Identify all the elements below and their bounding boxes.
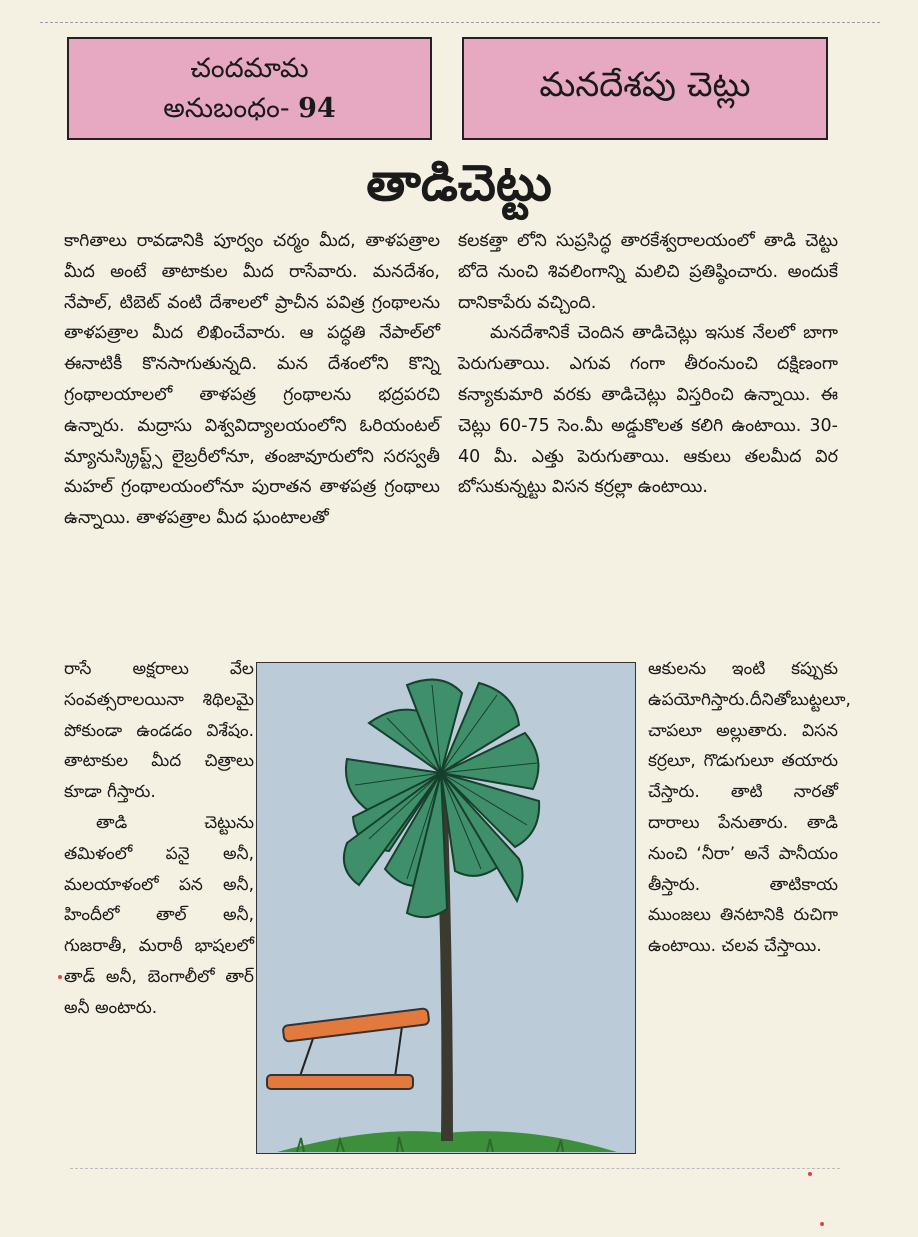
right-column (458, 226, 838, 503)
series-label-box (67, 37, 432, 140)
ink-speck (58, 975, 62, 979)
swing-seat (283, 1008, 430, 1042)
ink-speck (820, 1222, 824, 1226)
top-rule (40, 22, 880, 23)
ink-speck (808, 1172, 812, 1176)
paragraph: తాడి చెట్టును తమిళంలో పనై అనీ, మలయాళంలో పన అనీ, హిందీలో తాల్ అనీ, గుజరాతీ, మరాఠీ భాషలలో తాడ్ అనీ, బెంగాలీలో తార్ అనీ అంటారు. (64, 812, 254, 1018)
series-title-box (462, 37, 828, 140)
paragraph: ఆకులను ఇంటి కప్పుకు ఉపయోగిస్తారు.దీనితోబుట్టలూ, చాపలూ అల్లుతారు. విసన కర్రలూ, గొడుగులూ తయారు చేస్తారు. తాటి నారతో దారాలు పేనుతారు. తాడి నుంచి ‘నీరా’ అనే పానీయం తీస్తారు. తాటికాయ ముంజలు తినటానికి రుచిగా ఉంటాయి. చలవ చేస్తాయి. (648, 659, 851, 957)
palm-tree-illustration (256, 662, 636, 1154)
supplement-number: 94 (298, 92, 336, 124)
right-narrow-column (648, 654, 851, 962)
supplement-text: అనుబంధం- (163, 92, 290, 124)
left-narrow-column (64, 654, 254, 1024)
swing-seat-lower (267, 1075, 413, 1089)
paragraph: మనదేశానికే చెందిన తాడిచెట్లు ఇసుక నేలలో బాగా పెరుగుతాయి. ఎగువ గంగా తీరంనుంచి దక్షిణంగా కన్యాకుమారి వరకు తాడిచెట్లు విస్తరించి ఉన్నాయి. ఈ చెట్లు 60-75 సెం.మీ అడ్డుకొలత కలిగి ఉంటాయి. 30-40 మీ. ఎత్తు పెరుగుతాయి. ఆకులు తలమీద విర బోసుకున్నట్టు విసన కర్రల్లా ఉంటాయి. (458, 323, 838, 498)
left-column (64, 226, 440, 534)
series-title: మనదేశపు చెట్లు (539, 64, 751, 105)
magazine-name: చందమామ (190, 52, 309, 84)
paragraph: కలకత్తా లోని సుప్రసిద్ధ తారకేశ్వరాలయంలో తాడి చెట్టు బోదె నుంచి శివలింగాన్ని మలిచి ప్రతిష్ఠించారు. అందుకే దానికాపేరు వచ్చింది. (458, 231, 838, 313)
paragraph: కాగితాలు రావడానికి పూర్వం చర్మం మీద, తాళపత్రాల మీద అంటే తాటాకుల మీద రాసేవారు. మనదేశం, నేపాల్, టిబెట్ వంటి దేశాలలో ప్రాచీన పవిత్ర గ్రంథాలను తాళపత్రాల మీద లిఖించేవారు. ఆ పద్ధతి నేపాల్‌లో ఈనాటికీ కొనసాగుతున్నది. మన దేశంలోని కొన్ని గ్రంథాలయాలలో తాళపత్ర గ్రంథాలను భద్రపరచి ఉన్నారు. మద్రాసు విశ్వవిద్యాలయంలోని ఓరియంటల్ మ్యానుస్క్రిప్ట్స్ లైబ్రరీలోనూ, తంజావూరులోని సరస్వతీ మహల్ గ్రంథాలయంలోనూ పురాతన తాళపత్ర గ్రంథాలు ఉన్నాయి. తాళపత్రాల మీద ఘంటాలతో (64, 231, 440, 529)
bottom-rule (70, 1168, 840, 1169)
palm-crown (344, 680, 539, 918)
palm-tree-drawing (257, 663, 634, 1152)
supplement-label (163, 89, 336, 129)
paragraph: రాసే అక్షరాలు వేల సంవత్సరాలయినా శిథిలమై పోకుండా ఉండడం విశేషం. తాటాకుల మీద చిత్రాలు కూడా గీస్తారు. (64, 659, 254, 803)
article-title: తాడిచెట్టు (366, 154, 552, 212)
